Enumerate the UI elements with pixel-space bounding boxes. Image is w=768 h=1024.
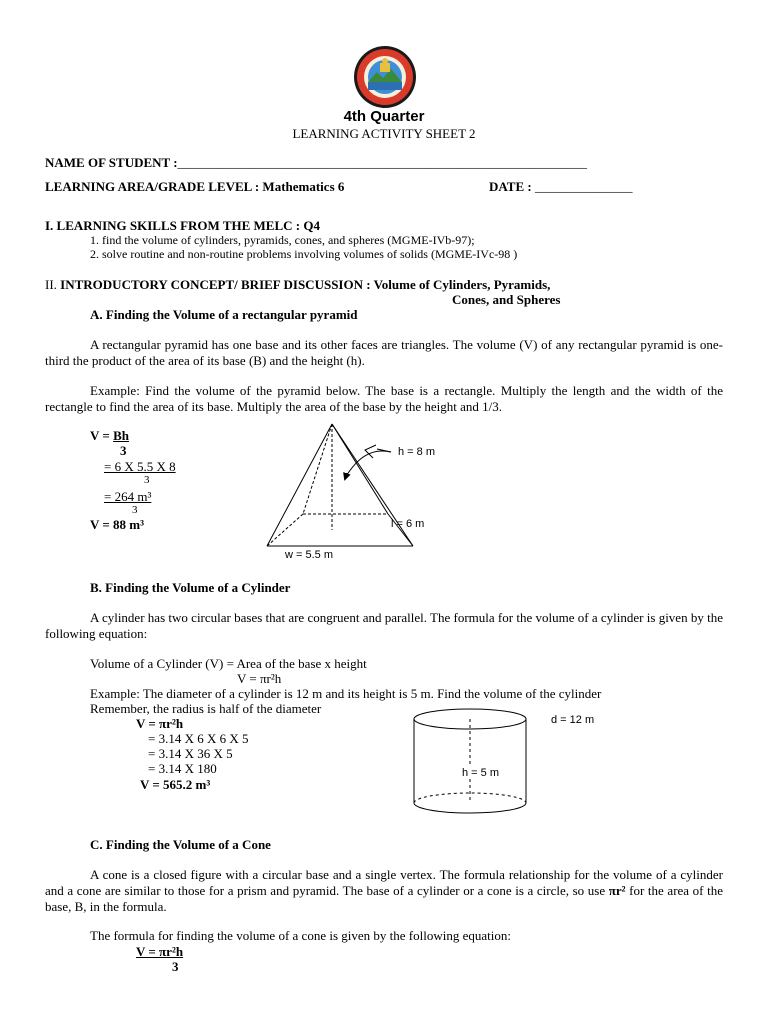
pyramid-step1: = 6 X 5.5 X 8 [104, 459, 176, 474]
student-name-blank: _______________________________________________________________ [177, 155, 588, 170]
part-c-title: C. Finding the Volume of a Cone [90, 837, 271, 852]
cylinder-diagram [410, 705, 540, 821]
cylinder-height-label: h = 5 m [462, 767, 499, 779]
part-c-para1: A cone is a closed figure with a circular base and a single vertex. The formula relationship for the volume of a cylinder and a cone are similar to those for a prism and pyramid. The base of a cylinder or a cone is a circle, so use πr² for the area of the base, B, in the formula. [45, 867, 723, 914]
cylinder-step-v: V = πr²h [136, 716, 184, 731]
pyramid-height-label: h = 8 m [398, 446, 435, 458]
cylinder-diameter-label: d = 12 m [551, 714, 595, 726]
cone-formula-top: V = πr²h [136, 944, 184, 959]
cylinder-step-2: = 3.14 X 36 X 5 [148, 746, 233, 761]
cylinder-remember: Remember, the radius is half of the diameter [90, 701, 322, 716]
cylinder-example: Example: The diameter of a cylinder is 12 m and its height is 5 m. Find the volume of the cylinder [90, 686, 602, 701]
school-seal-logo [345, 44, 425, 110]
section2-heading [45, 277, 550, 293]
pyramid-width-label: w = 5.5 m [285, 549, 333, 561]
cylinder-formula-line2: V = πr²h [237, 671, 282, 686]
part-b-para1: A cylinder has two circular bases that are congruent and parallel. The formula for the volume of a cylinder is given by the following equation: [45, 610, 723, 641]
pyramid-answer: V = 88 m³ [90, 517, 145, 532]
date-row [489, 179, 632, 195]
pyramid-den2: 3 [144, 474, 150, 486]
section2-title: INTRODUCTORY CONCEPT/ BRIEF DISCUSSION : Volume of Cylinders, Pyramids, [60, 277, 551, 292]
cylinder-step-1: = 3.14 X 6 X 6 X 5 [148, 731, 249, 746]
pyramid-formula-den1: 3 [120, 443, 127, 458]
cylinder-formula-line1: Volume of a Cylinder (V) = Area of the base x height [90, 656, 367, 671]
student-name-label: NAME OF STUDENT : [45, 155, 178, 170]
part-a-para2: Example: Find the volume of the pyramid below. The base is a rectangle. Multiply the length and the width of the rectangle to find the area of its base. Multiply the area of the base by the height and 1/3. [45, 383, 723, 414]
date-blank: _______________ [534, 179, 633, 194]
part-a-para1: A rectangular pyramid has one base and its other faces are triangles. The volume (V) of any rectangular pyramid is one-third the product of the area of its base (B) and the height (h). [45, 337, 723, 368]
pyramid-den3: 3 [132, 504, 138, 516]
part-a-title: A. Finding the Volume of a rectangular pyramid [90, 307, 358, 322]
quarter-title: 4th Quarter [343, 108, 425, 125]
cylinder-answer: V = 565.2 m³ [140, 777, 211, 792]
pyramid-formula-bh: Bh [113, 428, 129, 443]
pyramid-length-label: l = 6 m [391, 518, 425, 530]
pyramid-step2: = 264 m³ [104, 489, 152, 504]
student-name-row [45, 155, 587, 171]
pi-r-squared: πr² [608, 883, 626, 898]
section1-heading: I. LEARNING SKILLS FROM THE MELC : Q4 [45, 218, 320, 233]
date-label: DATE : [489, 179, 535, 194]
section2-prefix: II. [45, 277, 61, 292]
cylinder-step-3: = 3.14 X 180 [148, 761, 217, 776]
pyramid-formula-v: V = Bh [90, 428, 129, 443]
cone-formula-den: 3 [172, 959, 179, 974]
part-c-para2: The formula for finding the volume of a cone is given by the following equation: [90, 928, 511, 943]
sheet-title: LEARNING ACTIVITY SHEET 2 [292, 126, 476, 141]
section2-title-line2: Cones, and Spheres [452, 292, 561, 307]
part-b-title: B. Finding the Volume of a Cylinder [90, 580, 291, 595]
learning-area-label: LEARNING AREA/GRADE LEVEL : Mathematics 6 [45, 179, 345, 194]
melc-item-2: 2. solve routine and non-routine problems involving volumes of solids (MGME-IVc-98 ) [90, 247, 518, 261]
melc-item-1: 1. find the volume of cylinders, pyramids, cones, and spheres (MGME-IVb-97); [90, 233, 475, 247]
pyramid-diagram [255, 418, 485, 568]
